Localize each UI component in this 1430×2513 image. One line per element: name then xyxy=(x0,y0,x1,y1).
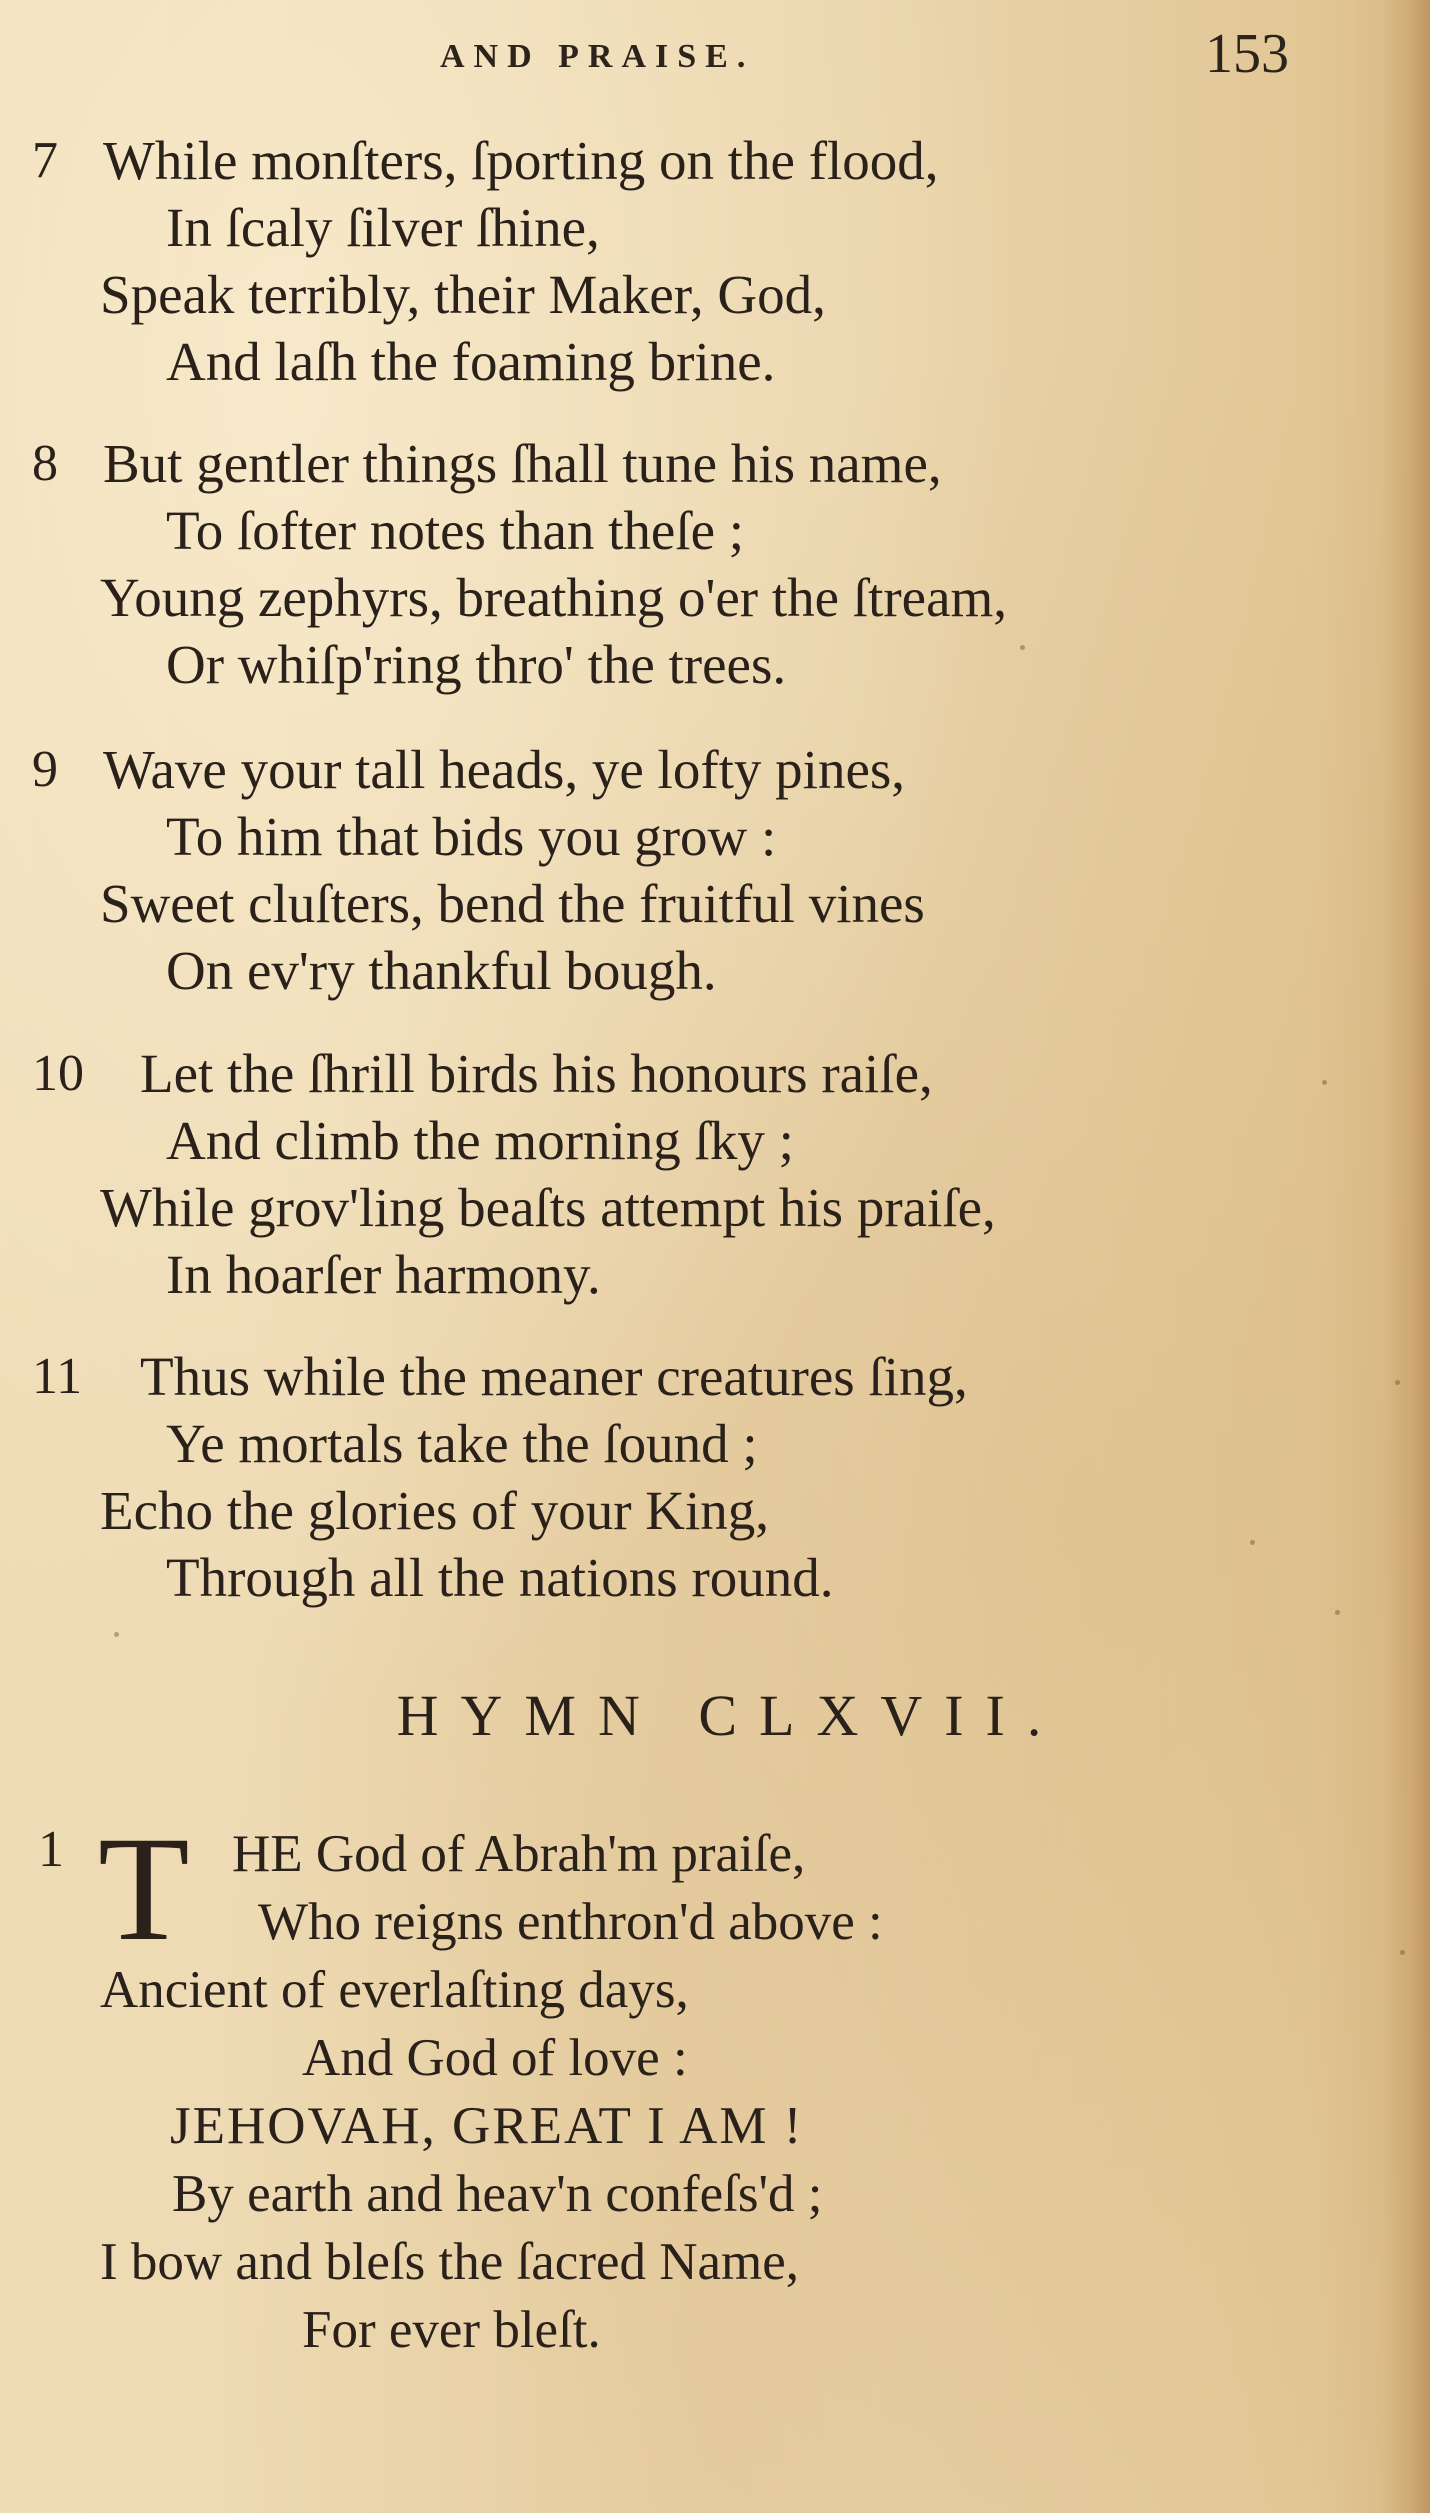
verse-line: Echo the glories of your King, xyxy=(100,1480,770,1541)
page-edge-shadow xyxy=(1382,0,1430,2513)
paper-fleck xyxy=(1322,1080,1327,1085)
verse-line: Ye mortals take the ſound ; xyxy=(166,1413,758,1474)
paper-fleck xyxy=(1020,645,1025,650)
verse-line-text: But gentler things ſhall tune his name, xyxy=(103,433,942,494)
page-header xyxy=(0,22,1430,92)
verse-line-text: While monſters, ſporting on the flood, xyxy=(103,130,939,191)
verse-line: In ſcaly ſilver ſhine, xyxy=(166,197,600,258)
verse-line xyxy=(0,430,1330,497)
verse-line: And climb the morning ſky ; xyxy=(166,1110,794,1171)
verse-number: 1 xyxy=(38,1821,64,1878)
verse-9 xyxy=(0,736,1330,1004)
verse-line: While grov'ling beaſts attempt his praiſe, xyxy=(100,1177,996,1238)
paper-fleck xyxy=(1395,1380,1400,1385)
verse-line-text: Wave your tall heads, ye lofty pines, xyxy=(103,739,906,800)
paper-fleck xyxy=(1250,1540,1255,1545)
hymn-line: By earth and heav'n confeſs'd ; xyxy=(172,2165,823,2223)
running-head: AND PRAISE. xyxy=(440,38,755,75)
verse-line: Through all the nations round. xyxy=(166,1547,834,1608)
hymn-line: I bow and bleſs the ſacred Name, xyxy=(100,2233,800,2291)
verse-7 xyxy=(0,127,1330,395)
hymn-line: JEHOVAH, GREAT I AM ! xyxy=(170,2097,804,2155)
verse-number: 8 xyxy=(32,435,58,492)
verse-number: 11 xyxy=(32,1348,83,1405)
verse-8 xyxy=(0,430,1330,698)
verse-number: 10 xyxy=(32,1045,84,1102)
verse-line xyxy=(0,1040,1330,1107)
verse-11 xyxy=(0,1343,1330,1611)
page-number: 153 xyxy=(1205,23,1289,85)
paper-fleck xyxy=(1400,1950,1405,1955)
hymn-line: HE God of Abrah'm praiſe, xyxy=(232,1825,806,1883)
verse-line: On ev'ry thankful bough. xyxy=(166,940,717,1001)
verse-line: Sweet cluſters, bend the fruitful vines xyxy=(100,873,925,934)
verse-line-text: Let the ſhrill birds his honours raiſe, xyxy=(140,1043,933,1104)
verse-line xyxy=(0,736,1330,803)
verse-number: 7 xyxy=(32,132,58,189)
verse-line: To ſofter notes than theſe ; xyxy=(166,500,745,561)
hymn-line: Ancient of everlaſting days, xyxy=(100,1961,689,2019)
paper-fleck xyxy=(1335,1610,1340,1615)
hymn-verse-1 xyxy=(0,1806,1330,2364)
verse-number: 9 xyxy=(32,741,58,798)
verse-line xyxy=(0,127,1330,194)
hymn-line: And God of love : xyxy=(302,2029,688,2087)
verse-line: To him that bids you grow : xyxy=(166,806,777,867)
hymn-line: Who reigns enthron'd above : xyxy=(258,1893,883,1951)
drop-cap: T xyxy=(98,1806,190,1972)
verse-line: In hoarſer harmony. xyxy=(166,1244,601,1305)
verse-line: Or whiſp'ring thro' the trees. xyxy=(166,634,787,695)
paper-fleck xyxy=(114,1632,119,1637)
hymn-line: For ever bleſt. xyxy=(302,2301,601,2359)
verse-line: Speak terribly, their Maker, God, xyxy=(100,264,826,325)
verse-line xyxy=(0,1343,1330,1410)
verse-10 xyxy=(0,1040,1330,1308)
hymn-title: HYMN CLXVII. xyxy=(396,1683,1064,1748)
verse-line: Young zephyrs, breathing o'er the ſtream, xyxy=(100,567,1008,628)
verse-line-text: Thus while the meaner creatures ſing, xyxy=(140,1346,968,1407)
verse-line: And laſh the foaming brine. xyxy=(166,331,776,392)
